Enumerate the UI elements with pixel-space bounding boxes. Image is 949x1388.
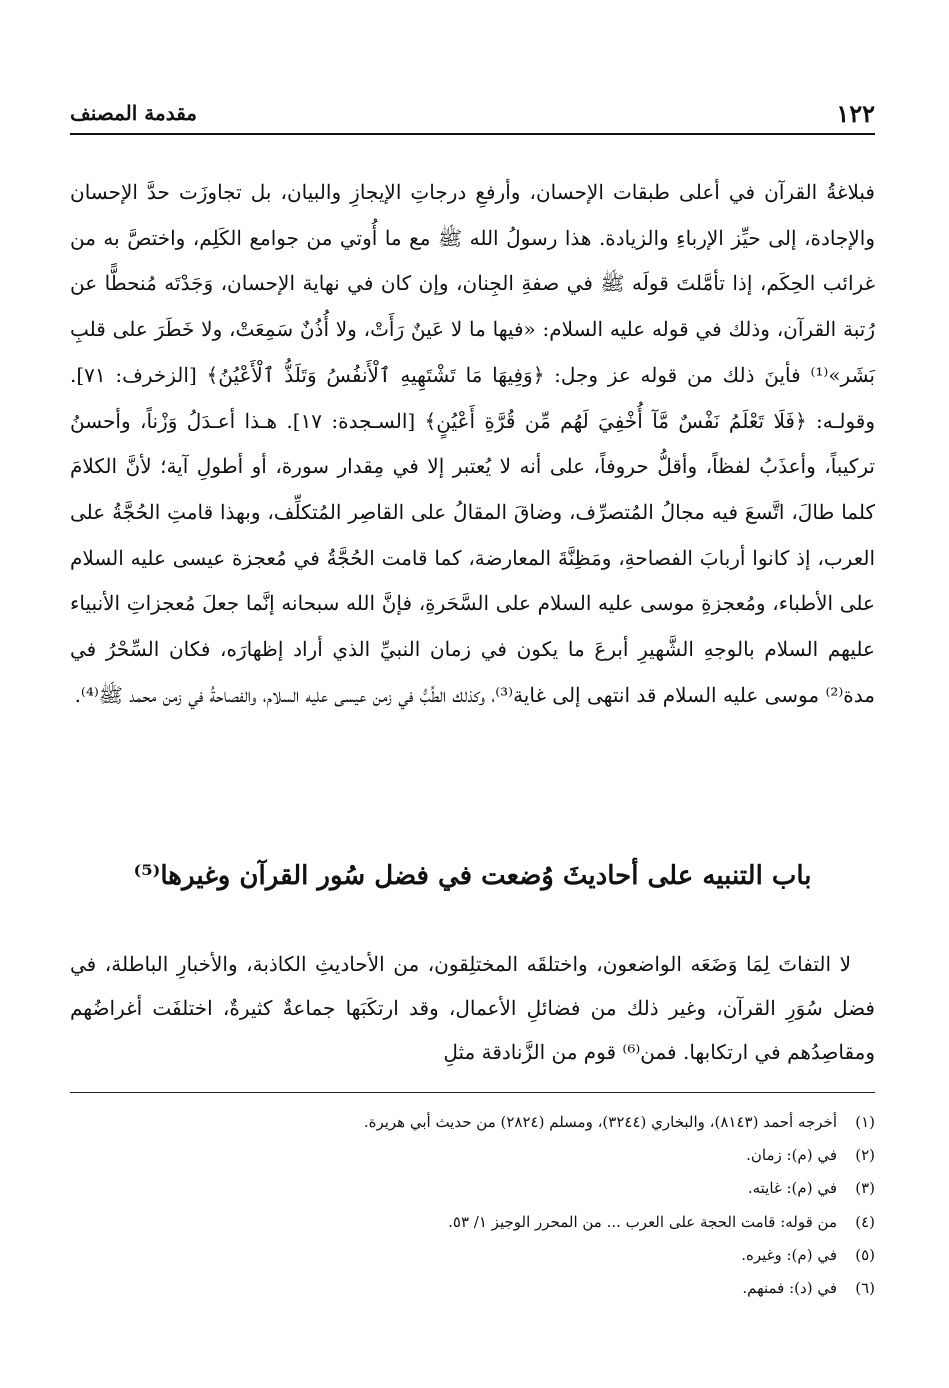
running-header bbox=[70, 98, 875, 128]
footnote-number: (٢) bbox=[855, 1146, 875, 1165]
footnote-text: في (د): فمنهم. bbox=[742, 1279, 837, 1298]
footnote-text: في (م): زمان. bbox=[746, 1146, 837, 1165]
footnote-item bbox=[70, 1139, 875, 1172]
footnote-item bbox=[70, 1239, 875, 1272]
footnote-number: (٦) bbox=[855, 1279, 875, 1298]
footnote-item bbox=[70, 1272, 875, 1305]
main-paragraph: فبلاغةُ القرآن في أعلى طبقات الإحسان، وأرفعِ درجاتِ الإيجازِ والبيان، بل تجاوزَت حدَّ الإحسان والإجادة، إلى حيِّز الإرباءِ والزيادة. هذا رسولُ الله ﷺ مع ما أُوتي من جوامع الكَلِم، واختصَّ به من غرائب الحِكَم، إذا تأمَّلتَ قولَه ﷺ في صفةِ الجِنان، وإن كان في نهاية الإحسان، وَجَدْتَه مُنحطًّا عن رُتبة القرآن، وذلك في قوله عليه السلام: «فيها ما لا عَينٌ رَأَتْ، ولا أُذُنٌ سَمِعَتْ، ولا خَطَرَ على قلبِ بَشَر»⁽¹⁾ فأينَ ذلك من قوله عز وجل: ﴿وَفِيهَا مَا تَشْتَهِيهِ ٱلْأَنفُسُ وَتَلَذُّ ٱلْأَعْيُنُ﴾ [الزخرف: ٧١]. وقولـه: ﴿فَلَا تَعْلَمُ نَفْسٌ مَّآ أُخْفِيَ لَهُم مِّن قُرَّةِ أَعْيُنٍ﴾ [السـجدة: ١٧]. هـذا أعـدَلُ وَزْناً، وأحسنُ تركيباً، وأعذَبُ لفظاً، وأقلُّ حروفاً، على أنه لا يُعتبر إلا في مِقدار سورة، أو أطولِ آية؛ لأنَّ الكلامَ كلما طالَ، اتَّسعَ فيه مجالُ المُتصرِّف، وضاقَ المقالُ على القاصِر المُتكلِّف، وبهذا قامتِ الحُجَّةُ على العرب، إذ كانوا أربابَ الفصاحةِ، ومَظِنَّةَ المعارضة، كما قامت الحُجَّةُ في مُعجزة عيسى عليه السلام على الأطباء، ومُعجزةِ موسى عليه السلام على السَّحَرةِ، فإنَّ الله سبحانه إنَّما جعلَ مُعجزاتِ الأنبياء عليهم السلام بالوجهِ الشَّهيرِ أبرعَ ما يكون في زمان النبيِّ الذي أراد إظهارَه، فكان السِّحْرُ في مدة⁽²⁾ موسى عليه السلام قد انتهى إلى غاية⁽³⁾، وكذلك الطِّبُّ في زمن عيسى عليه السلام، والفصاحةُ في زمن محمد ﷺ⁽⁴⁾. bbox=[70, 180, 875, 707]
section-text-block bbox=[70, 942, 875, 1074]
footnote-text: من قوله: قامت الحجة على العرب ... من المحرر الوجيز ١/ ٥٣. bbox=[448, 1212, 837, 1231]
section-heading: باب التنبيه على أحاديثَ وُضعت في فضل سُور القرآن وغيرها⁽⁵⁾ bbox=[133, 861, 812, 891]
footnote-number: (٥) bbox=[855, 1245, 875, 1264]
footnote-number: (٤) bbox=[855, 1212, 875, 1231]
chapter-title: مقدمة المصنف bbox=[70, 101, 198, 125]
footnote-divider bbox=[70, 1092, 875, 1093]
footnote-item bbox=[70, 1106, 875, 1139]
header-divider bbox=[70, 133, 875, 135]
footnote-text: في (م): غايته. bbox=[747, 1179, 837, 1198]
footnote-item bbox=[70, 1172, 875, 1205]
footnote-number: (١) bbox=[855, 1113, 875, 1131]
book-page bbox=[70, 80, 875, 1340]
section-paragraph: لا التفاتَ لِمَا وَضَعَه الواضعون، واختلقَه المختلِقون، من الأحاديثِ الكاذبة، والأخبارِ الباطلة، في فضل سُوَرِ القرآن، وغير ذلك من فضائلِ الأعمال، وقد ارتكَبَها جماعةٌ كثيرةٌ، اختلفَت أغراضُهم ومقاصِدُهم في ارتكابها. فمن⁽⁶⁾ قوم من الزَّنادقة مثلِ bbox=[70, 952, 875, 1064]
footnote-text: في (م): وغيره. bbox=[741, 1245, 837, 1264]
footnote-number: (٣) bbox=[855, 1179, 875, 1198]
footnote-item bbox=[70, 1206, 875, 1239]
footnotes-list bbox=[70, 1106, 875, 1305]
footnote-text: أخرجه أحمد (٨١٤٣)، والبخاري (٣٢٤٤)، ومسلم (٢٨٢٤) من حديث أبي هريرة. bbox=[363, 1113, 837, 1131]
page-number: ١٢٢ bbox=[836, 98, 875, 128]
main-text-block bbox=[70, 170, 875, 718]
